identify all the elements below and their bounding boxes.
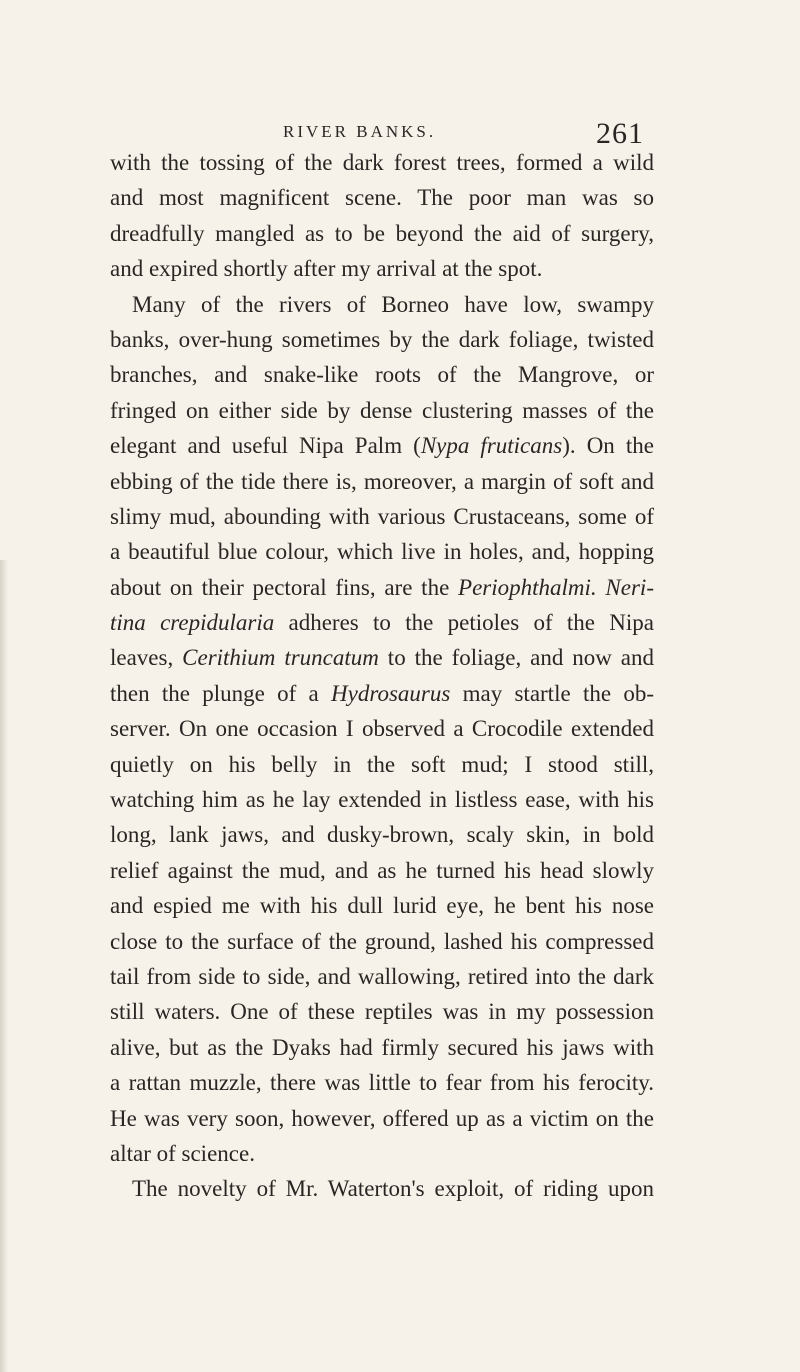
species-name: Cerithium truncatum bbox=[182, 645, 379, 671]
text-line bbox=[110, 676, 654, 711]
text-run: about on their pectoral fins, are the bbox=[110, 574, 459, 600]
species-name: Hydrosaurus bbox=[331, 680, 451, 706]
text-line: and espied me with his dull lurid eye, he bent his nose bbox=[110, 893, 654, 919]
text-run: ). On the bbox=[562, 433, 654, 459]
text-line bbox=[110, 428, 654, 463]
text-line: dreadfully mangled as to be beyond the aid of surgery, bbox=[110, 220, 654, 246]
species-name: tina crepidularia bbox=[110, 610, 275, 636]
species-name: Periophthalmi. Neri- bbox=[458, 574, 654, 600]
text-line: long, lank jaws, and dusky-brown, scaly skin, in bold bbox=[110, 822, 654, 848]
text-line: a rattan muzzle, there was little to fear from his ferocity. bbox=[110, 1070, 654, 1096]
text-line: still waters. One of these reptiles was in my possession bbox=[110, 999, 654, 1025]
text-line bbox=[110, 640, 654, 675]
text-line: relief against the mud, and as he turned his head slowly bbox=[110, 857, 654, 883]
text-run: to the foliage, and now and bbox=[378, 645, 654, 671]
text-line: altar of science. bbox=[110, 1140, 255, 1166]
text-line: with the tossing of the dark forest trees, formed a wild bbox=[110, 150, 654, 175]
text-run: may startle the ob- bbox=[450, 680, 654, 706]
text-line: banks, over-hung sometimes by the dark foliage, twisted bbox=[110, 326, 654, 352]
paragraph-start-line: Many of the rivers of Borneo have low, swampy bbox=[132, 291, 654, 317]
body-text bbox=[110, 145, 654, 1207]
text-line: and most magnificent scene. The poor man was so bbox=[110, 185, 654, 211]
text-line: quietly on his belly in the soft mud; I stood still, bbox=[110, 751, 654, 777]
paragraph-start-line: The novelty of Mr. Waterton's exploit, of riding upon bbox=[132, 1176, 654, 1202]
text-line: server. On one occasion I observed a Crocodile extended bbox=[110, 716, 654, 742]
page-number: 261 bbox=[596, 117, 644, 150]
text-line: and expired shortly after my arrival at the spot. bbox=[110, 256, 543, 282]
text-run: adheres to the petioles of the Nipa bbox=[274, 610, 654, 636]
text-line: watching him as he lay extended in listless ease, with his bbox=[110, 787, 654, 813]
text-line: branches, and snake-like roots of the Mangrove, or bbox=[110, 362, 654, 388]
text-run: elegant and useful Nipa Palm ( bbox=[110, 433, 421, 459]
text-run: leaves, bbox=[110, 645, 183, 671]
text-line: close to the surface of the ground, lashed his compressed bbox=[110, 928, 654, 954]
text-line: alive, but as the Dyaks had firmly secured his jaws with bbox=[110, 1034, 654, 1060]
text-line: fringed on either side by dense clustering masses of the bbox=[110, 397, 654, 423]
species-name: Nypa fruticans bbox=[420, 433, 563, 459]
running-head: RIVER BANKS. bbox=[283, 122, 437, 141]
text-line: a beautiful blue colour, which live in holes, and, hopping bbox=[110, 539, 654, 565]
text-line: ebbing of the tide there is, moreover, a margin of soft and bbox=[110, 468, 654, 494]
text-run: then the plunge of a bbox=[110, 680, 332, 706]
text-line bbox=[110, 605, 654, 640]
text-line bbox=[110, 570, 654, 605]
text-line: He was very soon, however, offered up as a victim on the bbox=[110, 1105, 654, 1131]
page-edge-shadow bbox=[0, 560, 8, 1372]
text-line: tail from side to side, and wallowing, retired into the dark bbox=[110, 963, 654, 989]
text-line: slimy mud, abounding with various Crustaceans, some of bbox=[110, 503, 654, 529]
